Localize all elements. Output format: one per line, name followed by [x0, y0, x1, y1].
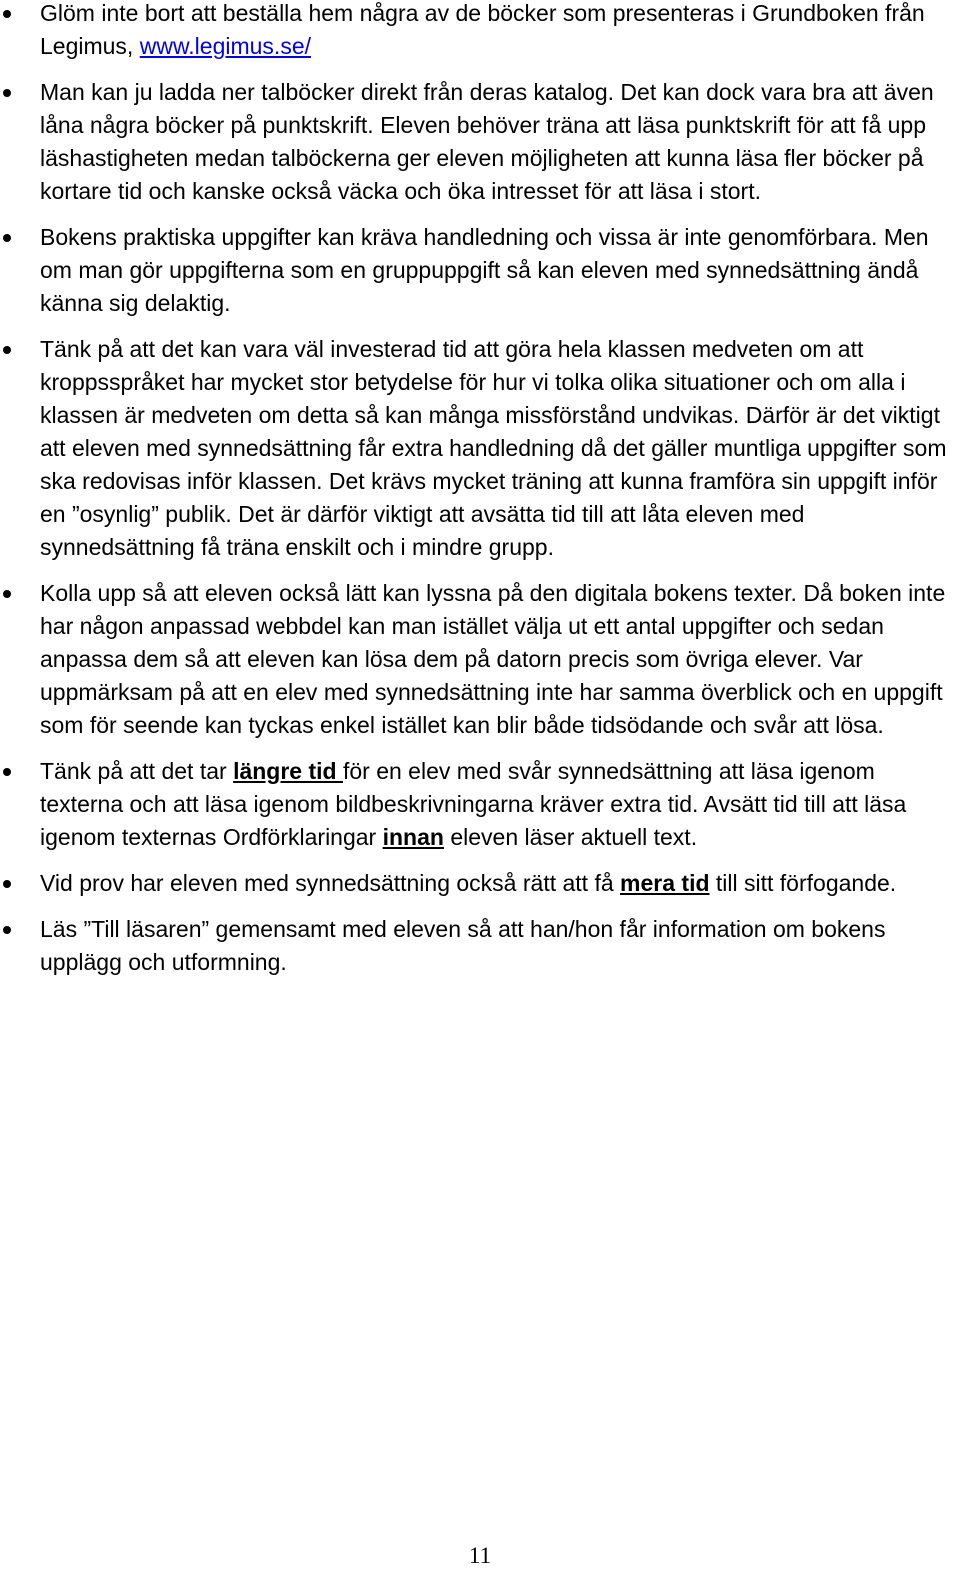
list-item-text: Läs ”Till läsaren” gemensamt med eleven så att han/hon får information om bokens upplägg och utformning.	[40, 916, 886, 975]
list-item-text: Man kan ju ladda ner talböcker direkt från deras katalog. Det kan dock vara bra att även låna några böcker på punktskrift. Eleven behöver träna att läsa punktskrift för att få upp läshastigheten medan talböckerna ger eleven möjligheten att kunna läsa fler böcker på kortare tid och kanske också väcka och öka intresset för att läsa i stort.	[40, 79, 934, 204]
list-item	[0, 755, 960, 854]
list-item	[0, 867, 960, 900]
emphasis-text: längre tid	[233, 758, 343, 784]
list-item-text: till sitt förfogande.	[709, 870, 897, 896]
list-item	[0, 0, 960, 63]
list-item-text: Tänk på att det kan vara väl investerad tid att göra hela klassen medveten om att kroppsspråket har mycket stor betydelse för hur vi tolka olika situationer och om alla i klassen är medveten om detta så kan många missförstånd undvikas. Därför är det viktigt att eleven med synnedsättning får extra handledning då det gäller muntliga uppgifter som ska redovisas inför klassen. Det krävs mycket träning att kunna framföra sin uppgift inför en ”osynlig” publik. Det är därför viktigt att avsätta tid till att låta eleven med synnedsättning få träna enskilt och i mindre grupp.	[40, 336, 947, 560]
bullet-icon	[0, 867, 14, 900]
list-item-text: Vid prov har eleven med synnedsättning också rätt att få	[40, 870, 621, 896]
bullet-icon	[0, 755, 14, 788]
list-item-text: Tänk på att det tar	[40, 758, 234, 784]
bullet-icon	[0, 333, 14, 366]
page-number: 11	[468, 1543, 492, 1568]
legimus-link[interactable]: www.legimus.se/	[139, 33, 311, 59]
list-item-text: för en elev med svår synnedsättning att läsa igenom texterna och att läsa igenom bildbeskrivningarna kräver extra tid. Avsätt tid till att läsa igenom texternas Ordförklaringar	[40, 758, 907, 850]
list-item	[0, 76, 960, 208]
list-item	[0, 333, 960, 564]
bullet-icon	[0, 913, 14, 946]
list-item-text: eleven läser aktuell text.	[443, 824, 698, 850]
bullet-icon	[0, 0, 14, 30]
list-item	[0, 913, 960, 979]
list-item	[0, 221, 960, 320]
list-item-text: Kolla upp så att eleven också lätt kan lyssna på den digitala bokens texter. Då boken inte har någon anpassad webbdel kan man istället välja ut ett antal uppgifter och sedan anpassa dem så att eleven kan lösa dem på datorn precis som övriga elever. Var uppmärksam på att en elev med synnedsättning inte har samma överblick och en uppgift som för seende kan tyckas enkel istället kan blir både tidsödande och svår att lösa.	[40, 580, 946, 738]
bullet-icon	[0, 577, 14, 610]
list-item-text: Bokens praktiska uppgifter kan kräva handledning och vissa är inte genomförbara. Men om man gör uppgifterna som en gruppuppgift så kan eleven med synnedsättning ändå känna sig delaktig.	[40, 224, 929, 316]
emphasis-text: mera tid	[620, 870, 710, 896]
list-item-text: Glöm inte bort att beställa hem några av de böcker som presenteras i Grundboken från Legimus,	[40, 0, 925, 59]
emphasis-text: innan	[382, 824, 444, 850]
list-item	[0, 577, 960, 742]
bullet-icon	[0, 76, 14, 109]
bullet-icon	[0, 221, 14, 254]
